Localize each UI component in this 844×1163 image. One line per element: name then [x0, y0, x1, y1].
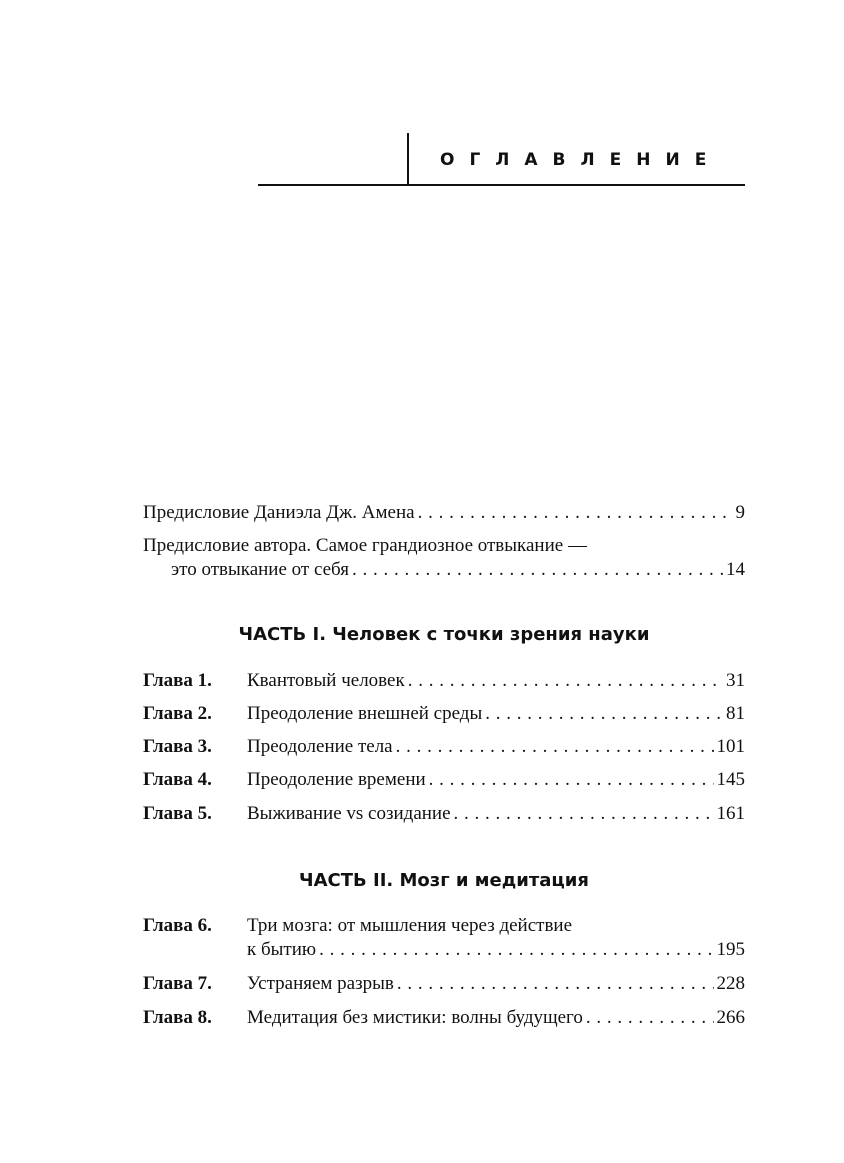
page-number: 81 [726, 703, 745, 724]
page-number: 9 [735, 502, 745, 523]
page-number: 101 [716, 736, 745, 757]
entry-title: Медитация без мистики: волны будущего [247, 1007, 583, 1028]
chapter-label: Глава 7. [143, 973, 212, 994]
entry-title-first-line: Три мозга: от мышления через действие [247, 915, 573, 936]
dot-leader [408, 669, 723, 693]
chapter-label: Глава 3. [143, 736, 212, 757]
toc-entry[interactable] [143, 558, 745, 582]
entry-title: Преодоление времени [247, 769, 426, 790]
dot-leader [429, 768, 714, 792]
part-heading: ЧАСТЬ I. Человек с точки зрения науки [238, 624, 650, 645]
entry-title: Преодоление внешней среды [247, 703, 483, 724]
page-title: ОГЛАВЛЕНИЕ [440, 150, 722, 170]
entry-title-first-line: Предисловие автора. Самое грандиозное отвыкание — [143, 535, 587, 556]
toc-entry[interactable] [143, 501, 745, 525]
toc-entry[interactable] [143, 768, 745, 792]
dot-leader [319, 938, 713, 962]
dot-leader [396, 735, 714, 759]
page-number: 145 [716, 769, 745, 790]
chapter-label: Глава 4. [143, 769, 212, 790]
page-number: 228 [716, 973, 745, 994]
toc-entry[interactable] [143, 972, 745, 996]
dot-leader [454, 802, 714, 826]
chapter-label: Глава 5. [143, 803, 212, 824]
entry-title: Предисловие Даниэла Дж. Амена [143, 502, 415, 523]
entry-title: Устраняем разрыв [247, 973, 394, 994]
toc-entry[interactable] [143, 735, 745, 759]
dot-leader [485, 702, 723, 726]
chapter-label: Глава 2. [143, 703, 212, 724]
toc-entry[interactable] [143, 802, 745, 826]
entry-title: Преодоление тела [247, 736, 393, 757]
header-vertical-rule [407, 133, 409, 186]
chapter-label: Глава 1. [143, 670, 212, 691]
toc-entry-first-line[interactable] [143, 914, 745, 938]
toc-entry[interactable] [143, 669, 745, 693]
page-number: 31 [726, 670, 745, 691]
dot-leader [352, 558, 723, 582]
chapter-label: Глава 8. [143, 1007, 212, 1028]
dot-leader [586, 1006, 714, 1030]
entry-title: Выживание vs созидание [247, 803, 451, 824]
page-number: 161 [716, 803, 745, 824]
toc-entry[interactable] [143, 938, 745, 962]
header-horizontal-rule [258, 184, 745, 186]
dot-leader [418, 501, 733, 525]
entry-title: это отвыкание от себя [171, 559, 349, 580]
part-heading: ЧАСТЬ II. Мозг и медитация [299, 870, 589, 891]
entry-title: Квантовый человек [247, 670, 405, 691]
page-number: 266 [716, 1007, 745, 1028]
toc-entry[interactable] [143, 1006, 745, 1030]
page-number: 195 [716, 939, 745, 960]
dot-leader [397, 972, 714, 996]
chapter-label: Глава 6. [143, 915, 212, 936]
toc-entry[interactable] [143, 702, 745, 726]
entry-title: к бытию [247, 939, 317, 960]
page-number: 14 [726, 559, 745, 580]
